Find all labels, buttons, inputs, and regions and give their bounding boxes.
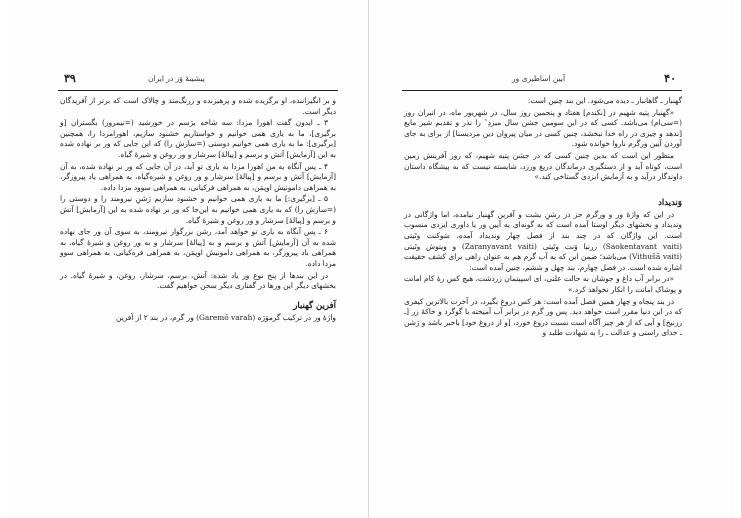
- left-body-text: [60, 96, 336, 324]
- right-running-title: آیین اساطیری ور: [512, 74, 566, 83]
- right-page-number: ۴۰: [664, 72, 676, 85]
- left-page: [8, 0, 368, 518]
- left-running-head: [58, 72, 338, 88]
- right-header-rule: [402, 90, 682, 91]
- book-gutter: [368, 0, 369, 518]
- right-body-text: [404, 96, 682, 340]
- paragraph: ۵ ـ [برگیری:] ما به یاری همی خوانیم و خشنود سازیم رَشنِ نیرومند را و دوستی را (=سازش را) که به یاری همی خوانیم به این‌جا که ور بر نهاده شده به این [آزمایش] آتش و برسم و [پیالهٔ] سرشار و ور روغن و شیرهٔ گیاه.: [60, 194, 336, 225]
- left-page-number: ۳۹: [64, 72, 76, 85]
- left-header-rule: [58, 90, 338, 91]
- paragraph: در این که واژهٔ ور و ورگرم جز در رشنِ یشت و آفرین گهنبار نیامده، اما واژگانی در وندیداد و بخشهای دیگر اوستا آمده است که به گونه‌ای به آیین ور یا داوری ایزدی منسوب است. این واژگان که در چند بند از فصل چهار وندیداد آمده، سَوکنت وتَیتی (Saokentavant vaiti) زرنیا وَنت وتَیتی (Zaranyavant vaiti) و ویتوش وتَیتی (Vithušā vaiti) می‌باشد؛ ضمن این که به آب گرم هم به عنوان راهی برای کشف حقیقت اشاره شده است. در فصل چهارم، بند چهل و ششم، چنین آمده است:: [404, 209, 682, 272]
- paragraph: «در برابر آب داغ و جوشان به حالت علنی، ای اسپیتمان زردشت، هیچ کس رهٔ کام امانت و پوشاک امانت را انکار نخواهد کرد.»: [404, 274, 682, 294]
- right-page: [374, 0, 734, 518]
- right-running-head: [402, 72, 682, 88]
- paragraph: منظور این است که بدین چنین کسی که در جشن پتیه شهیم، که روز آفرینش زمین است، کوتاه آید و از دستگیری درماندگان دریغ ورزد، شایسته نیست که به پیشگاه داستان داوندگار درآید و به آزمایش ایزدی گستاخی کند.»: [404, 150, 682, 182]
- section-heading-vendidad: وَندیداد: [658, 197, 682, 208]
- paragraph: در بند پنجاه و چهار همین فصل آمده است: هر کس دروغ بگیرد، در آخرت بالاترین کیفری که در این دنیا مقرر است خواهد دید. پس ور گرم در برابر آب آمیخته با گوگرد و خاکهٔ زر [ـ زرنیخ] و آبی که از هر چیز آگاه است نسبت دروغ خورد، [و از دروغ خود] باخبر باشد و رَشن ـ خدای راستی و عدالت ـ را به شهادت طلبد و: [404, 296, 682, 338]
- paragraph: ۴ ـ پس آنگاه به من اهورا مزدا به یاری تو آید، در آن جایی که ور بر نهاده شده، به آن [آزمایش] آتش و برسم و [پیالهٔ] سرشار و ور روغن و شیره‌گیاه، به همراهی یاد پیروزگر، به همراهی دامونیش اوپمَن، به همراهی فرکیانی، به همراهی سوود مزدا داده.: [60, 161, 336, 192]
- paragraph: ۳ ـ ایدون گفت اهورا مزدا: سه شاخه برَسم در خورشید (=نیمروز) بگستران [و برگیری]، ما به یاری همی خوانیم و خواستاریم خشنود سازیم، اهورامزدا را، همچنین [برگیری]: ما به یاری همی خوانیم دوستی (=سازش را) که این جایی که ور بر نهاده شده به این [آزمایش] آتش و برسم و [پیالهٔ] سرشار و ور روغن و شیرهٔ گیاه.: [60, 118, 336, 159]
- paragraph: گهنبار ـ گاهانبار ـ دیده می‌شود. این بند چنین است:: [527, 96, 682, 105]
- paragraph: در این بندها از پنج نوع ور یاد شده: آتش، برسم، سرشار، روغن، و شیرهٔ گیاه. در بخشهای دیگر این ورها در گفتاری دیگر سخن خواهیم گفت.: [60, 270, 336, 291]
- paragraph: «گهنبار پتیه شهیم در [نکندم] هفتاد و پنجمین روز سال، در شهریور ماه، در انیران روز (=سی‌ام) می‌باشد. کسی که در این سومین جشن سال میزدِ ٔ را نذر و تقدیم شیر مایع [ندهد و چیزی در راه خدا نبخشد، چنین کسی در میان پیروان دین مزدیسنا] از برای به جای آوردن آیین ورگرم ناروا خوانده شود.: [404, 107, 682, 149]
- paragraph: واژهٔ ور در ترکیب گرموَرَه (Garemō varah) ور گرم، در بند ۲ از آفرین: [116, 312, 336, 322]
- paragraph: ۶ ـ پس آنگاه به یاری تو خواهد آمد، رشن بزرگوار نیرومند، به سوی آن ور جای نهاده شده به آن [آزمایش] آتش و برسم و به [پیالهٔ] سرشار و به ور روغن و شیرهٔ گیاه، به همراهی باد پیروزگر، به همراهی دامونیش اوپمَن، به همراهی فره‌کیانی، به همراهی سوو مزدا داده.: [60, 227, 336, 268]
- paragraph: و بر انگیزاننده، او برگزیده شده و پرهیزنده و زرنگ‌مند و چالاک است که برتر از آفریدگان دیگر است.: [60, 96, 336, 116]
- left-running-title: پیشینهٔ وَر در ایران: [148, 74, 205, 83]
- section-heading-afarin-gahanbar: آفرین گهنبار: [293, 300, 336, 311]
